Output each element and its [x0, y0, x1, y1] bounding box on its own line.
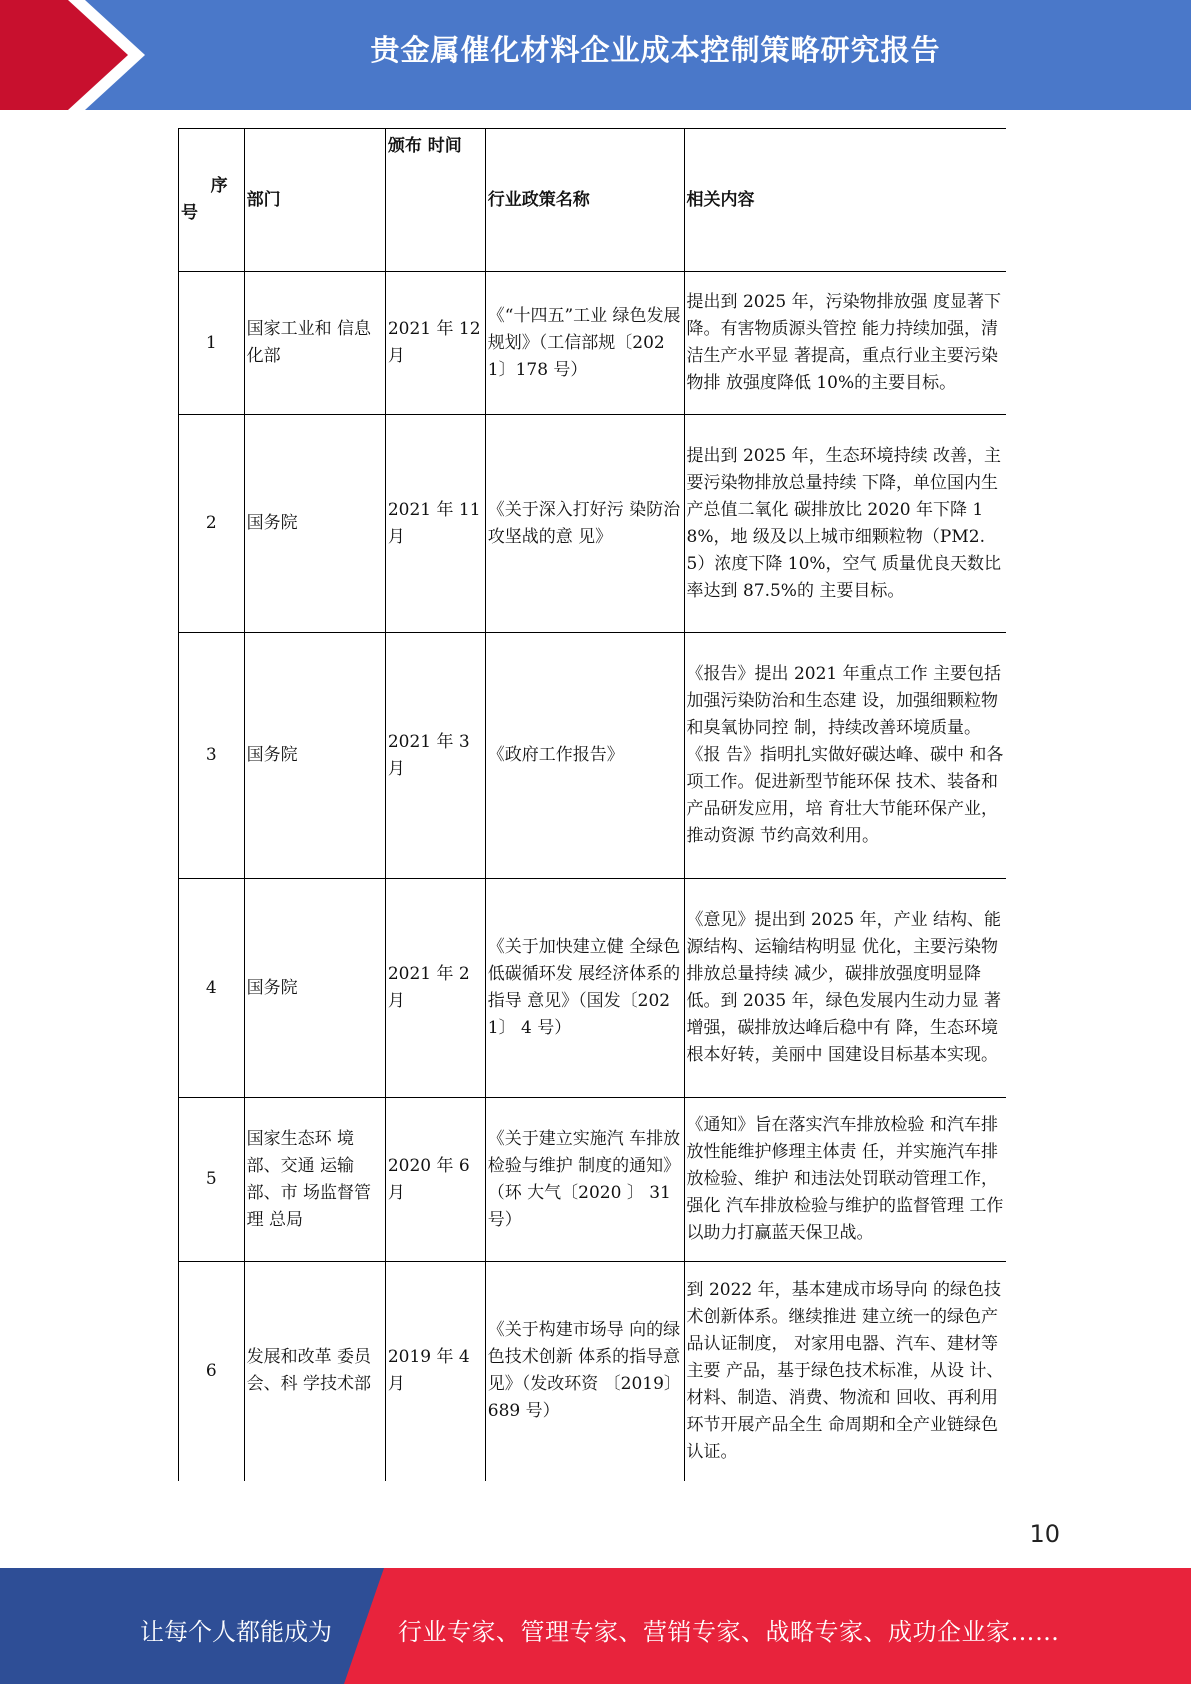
header-arrow-decoration [0, 0, 160, 110]
page-footer [0, 1568, 1191, 1684]
table-row [179, 879, 1007, 1098]
header-no: 序 号 [179, 129, 245, 272]
row-no: 4 [179, 879, 245, 1098]
row-dept: 发展和改革 委员会、科 学技术部 [244, 1262, 385, 1481]
row-no: 5 [179, 1098, 245, 1262]
row-date: 2021 年 11 月 [385, 415, 485, 633]
row-dept: 国务院 [244, 415, 385, 633]
row-policy-name: 《政府工作报告》 [485, 633, 684, 879]
table-header-row [179, 129, 1007, 272]
row-policy-name: 《关于深入打好污 染防治攻坚战的意 见》 [485, 415, 684, 633]
header-policy-name: 行业政策名称 [485, 129, 684, 272]
footer-slogan-right: 行业专家、管理专家、营销专家、战略专家、成功企业家…… [398, 1618, 1060, 1646]
row-dept: 国家工业和 信息化部 [244, 272, 385, 415]
table-row [179, 1262, 1007, 1481]
row-policy-name: 《关于加快建立健 全绿色低碳循环发 展经济体系的指导 意见》（国发〔2021〕 4 号） [485, 879, 684, 1098]
page-header [0, 0, 1191, 110]
header-dept: 部门 [244, 129, 385, 272]
row-dept: 国家生态环 境部、交通 运输部、市 场监督管理 总局 [244, 1098, 385, 1262]
row-date: 2021 年 12 月 [385, 272, 485, 415]
header-content: 相关内容 [684, 129, 1006, 272]
policy-table [178, 128, 1006, 1481]
row-policy-name: 《“十四五”工业 绿色发展规划》（工信部规〔2021〕178 号） [485, 272, 684, 415]
header-date: 颁布 时间 [385, 129, 485, 272]
row-date: 2019 年 4 月 [385, 1262, 485, 1481]
row-content: 提出到 2025 年，污染物排放强 度显著下降。有害物质源头管控 能力持续加强，清洁生产水平显 著提高，重点行业主要污染物排 放强度降低 10%的主要目标。 [684, 272, 1006, 415]
row-content: 到 2022 年，基本建成市场导向 的绿色技术创新体系。继续推进 建立统一的绿色产品认证制度， 对家用电器、汽车、建材等主要 产品，基于绿色技术标准，从设 计、材料、制造、消费、物流和 回收、再利用环节开展产品全生 命周期和全产业链绿色认证。 [684, 1262, 1006, 1481]
table-row [179, 272, 1007, 415]
row-no: 3 [179, 633, 245, 879]
row-date: 2021 年 3 月 [385, 633, 485, 879]
report-title: 贵金属催化材料企业成本控制策略研究报告 [370, 33, 941, 67]
footer-slogan-left: 让每个人都能成为 [140, 1618, 332, 1646]
row-no: 2 [179, 415, 245, 633]
table-row [179, 1098, 1007, 1262]
row-dept: 国务院 [244, 633, 385, 879]
row-content: 《报告》提出 2021 年重点工作 主要包括加强污染防治和生态建 设，加强细颗粒物和臭氧协同控 制，持续改善环境质量。《报 告》指明扎实做好碳达峰、碳中 和各项工作。促进新型节能环保 技术、装备和产品研发应用，培 育壮大节能环保产业，推动资源 节约高效利用。 [684, 633, 1006, 879]
row-date: 2020 年 6 月 [385, 1098, 485, 1262]
row-date: 2021 年 2 月 [385, 879, 485, 1098]
row-content: 《意见》提出到 2025 年，产业 结构、能源结构、运输结构明显 优化，主要污染物排放总量持续 减少，碳排放强度明显降低。到 2035 年，绿色发展内生动力显 著增强，碳排放达峰后稳中有 降，生态环境根本好转，美丽中 国建设目标基本实现。 [684, 879, 1006, 1098]
row-content: 提出到 2025 年，生态环境持续 改善，主要污染物排放总量持续 下降，单位国内生产总值二氧化 碳排放比 2020 年下降 18%，地 级及以上城市细颗粒物（PM2.5）浓度下降 10%，空气 质量优良天数比率达到 87.5%的 主要目标。 [684, 415, 1006, 633]
row-content: 《通知》旨在落实汽车排放检验 和汽车排放性能维护修理主体责 任，并实施汽车排放检验、维护 和违法处罚联动管理工作，强化 汽车排放检验与维护的监督管理 工作以助力打赢蓝天保卫战。 [684, 1098, 1006, 1262]
row-policy-name: 《关于建立实施汽 车排放检验与维护 制度的通知》（环 大气〔2020 〕 31 号） [485, 1098, 684, 1262]
row-policy-name: 《关于构建市场导 向的绿色技术创新 体系的指导意见》（发改环资 〔2019〕689 号） [485, 1262, 684, 1481]
table-row [179, 633, 1007, 879]
row-no: 6 [179, 1262, 245, 1481]
page-number: 10 [1029, 1520, 1060, 1548]
row-dept: 国务院 [244, 879, 385, 1098]
table-row [179, 415, 1007, 633]
row-no: 1 [179, 272, 245, 415]
